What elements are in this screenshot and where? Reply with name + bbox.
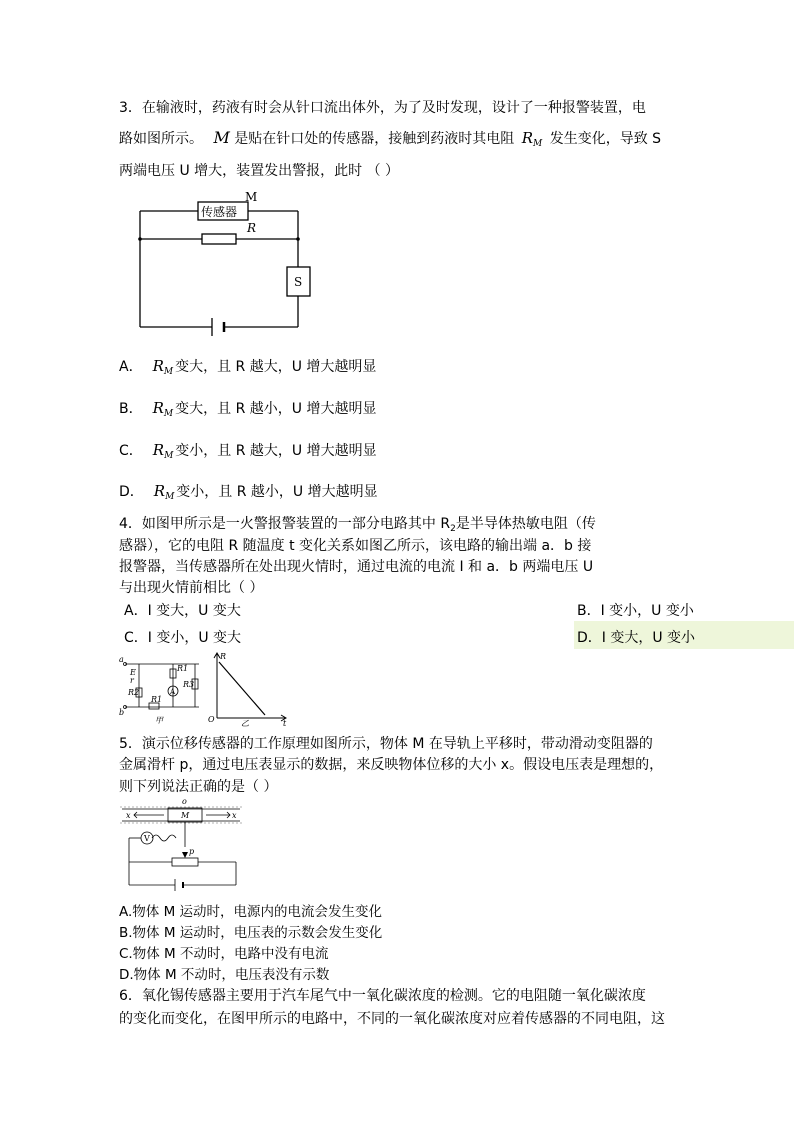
q3-line-2c: 发生变化，导致 S <box>549 131 662 147</box>
q5-option-b: B.物体 M 运动时，电压表的示数会发生变化 <box>119 925 383 941</box>
q4-option-c: C．I 变小，U 变大 <box>124 630 242 646</box>
q4-line-3: 报警器，当传感器所在处出现火情时，通过电流的电流 I 和 a．b 两端电压 U <box>119 559 594 575</box>
q5-option-d: D.物体 M 不动时，电压表没有示数 <box>119 967 330 983</box>
q4-graph-t: t <box>283 719 287 728</box>
q4-option-d: D．I 变大，U 变小 <box>577 630 696 646</box>
q3-circuit-figure <box>130 185 320 340</box>
q3-fig-s-label: S <box>294 275 303 289</box>
q4-graph-R: R <box>220 652 227 661</box>
q5-fig-x-left: x <box>126 811 131 820</box>
q4-fig-R1: R1 <box>177 664 189 673</box>
q5-displacement-figure <box>120 795 245 893</box>
q3-fig-m-label: M <box>245 190 258 204</box>
q6-line-2: 的变化而变化，在图甲所示的电路中，不同的一氧化碳浓度对应着传感器的不同电阻，这 <box>119 1011 665 1027</box>
q3-rm-symbol: $R_M$ <box>521 129 543 149</box>
q4-line-2: 感器），它的电阻 R 随温度 t 变化关系如图乙所示，该电路的输出端 a．b 接 <box>119 538 592 554</box>
q3-option-b: B． $R_M$ 变大，且 R 越小，U 增大越明显 <box>119 399 377 419</box>
q4-fig-r: r <box>130 676 134 685</box>
q4-graph-yi: 乙 <box>241 719 249 728</box>
q3-line-2a: 路如图所示。 <box>119 131 203 147</box>
q5-line-3: 则下列说法正确的是（ ） <box>119 779 278 795</box>
q3-sensor-label: 传感器 <box>201 205 238 219</box>
q4-fig-E: E <box>130 668 136 677</box>
q3-option-c: C． $R_M$ 变小，且 R 越大，U 增大越明显 <box>119 441 377 461</box>
q4-line-4: 与出现火情前相比（ ） <box>119 580 264 596</box>
q4-fig-b: b <box>119 708 125 717</box>
q4-fig-A: A <box>170 688 176 696</box>
q3-option-a: A． $R_M$ 变大，且 R 越大，U 增大越明显 <box>119 357 377 377</box>
q4-graph-O: O <box>208 715 215 724</box>
q5-option-c: C.物体 M 不动时，电路中没有电流 <box>119 946 329 962</box>
q3-line-2 <box>119 128 661 149</box>
q4-fig-R2: R2 <box>128 688 140 697</box>
q3-m-symbol: M <box>213 128 230 147</box>
q3-line-3: 两端电压 U 增大，装置发出警报，此时 （ ） <box>119 163 400 179</box>
q5-fig-x-right: x <box>232 811 237 820</box>
q4-fig-R1-bottom: R1 <box>151 695 163 704</box>
q3-line-2b: 是贴在针口处的传感器，接触到药液时其电阻 <box>234 131 515 147</box>
q5-fig-M: M <box>181 811 190 820</box>
q4-fig-R3: R3 <box>183 680 195 689</box>
q3-line-1: 3．在输液时，药液有时会从针口流出体外，为了及时发现，设计了一种报警装置，电 <box>119 100 646 116</box>
q4-fig-a: a <box>119 655 124 664</box>
q5-fig-o: o <box>182 797 187 806</box>
q5-line-1: 5．演示位移传感器的工作原理如图所示，物体 M 在导轨上平移时，带动滑动变阻器的 <box>119 736 653 752</box>
q3-option-d: D． $R_M$ 变小，且 R 越小，U 增大越明显 <box>119 482 378 502</box>
q4-graph-figure <box>203 650 293 730</box>
q4-option-b: B．I 变小，U 变小 <box>577 603 694 619</box>
q5-fig-V: V <box>144 834 150 843</box>
q4-fig-jia: 甲 <box>155 716 163 725</box>
q4-line-1: 4．如图甲所示是一火警报警装置的一部分电路其中 $R_2$是半导体热敏电阻（传 <box>119 516 596 534</box>
q4-option-a: A．I 变大，U 变大 <box>124 603 241 619</box>
q4-circuit-figure <box>117 657 207 727</box>
q5-line-2: 金属滑杆 p，通过电压表显示的数据，来反映物体位移的大小 x。假设电压表是理想的， <box>119 757 664 773</box>
q5-option-a: A.物体 M 运动时，电源内的电流会发生变化 <box>119 904 383 920</box>
q3-fig-r-label: R <box>247 221 257 235</box>
q6-line-1: 6．氧化锡传感器主要用于汽车尾气中一氧化碳浓度的检测。它的电阻随一氧化碳浓度 <box>119 988 646 1004</box>
q5-fig-p: p <box>189 847 195 856</box>
